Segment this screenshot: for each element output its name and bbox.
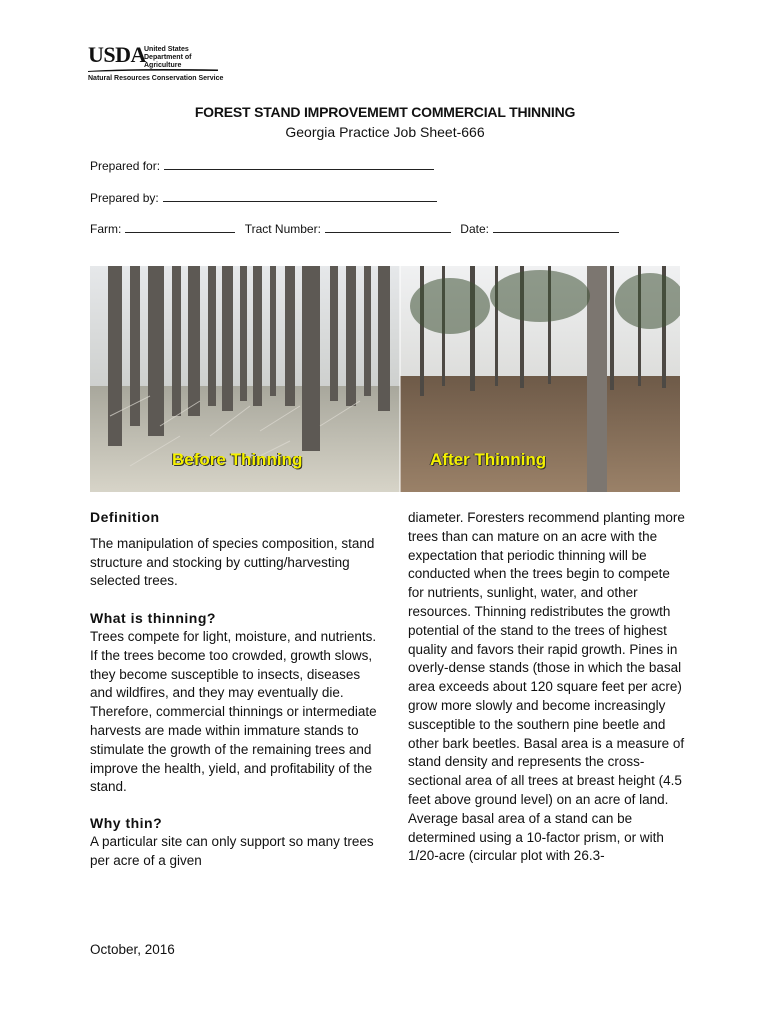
why-thin-text: A particular site can only support so many trees per acre of a given: [90, 833, 374, 868]
prepared-for-line[interactable]: [164, 157, 434, 170]
nrcs-service-name: Natural Resources Conservation Service: [88, 75, 224, 82]
date-label: Date:: [460, 222, 489, 236]
before-thinning-caption: Before Thinning: [172, 450, 303, 469]
prepared-by-field[interactable]: [90, 189, 437, 205]
usda-agency-name: United States Department of Agriculture: [144, 46, 192, 69]
prepared-by-label: Prepared by:: [90, 191, 159, 205]
usda-swoosh-icon: [88, 68, 218, 72]
prepared-for-field[interactable]: [90, 157, 434, 173]
right-column-text: diameter. Foresters recommend planting more trees than can mature on an acre with the expectation that periodic thinning will be conducted when the trees begin to compete for nutrients, sunlight, water, and other resources. Thinning redistributes the growth potential of the stand to the trees of highest quality and favors their rapid growth. Pines in overly-dense stands (those in which the basal area exceeds about 120 square feet per acre) grow more slowly and become increasingly susceptible to the southern pine beetle and other bark beetles. Basal area is a measure of stand density and represents the cross-sectional area of all trees at breast height (4.5 feet above ground level) on an acre of land. Average basal area of a stand can be determined using a 10-factor prism, or with 1/20-acre (circular plot with 26.3-: [408, 510, 685, 864]
usda-nrcs-logo: [88, 42, 224, 86]
document-title: FOREST STAND IMPROVEMEMT COMMERCIAL THINNING: [194, 104, 576, 120]
farm-label: Farm:: [90, 222, 122, 236]
definition-text: The manipulation of species composition, stand structure and stocking by cutting/harvesting selected trees.: [90, 535, 375, 589]
what-is-thinning-heading: What is thinning?: [90, 610, 216, 627]
prepared-by-line[interactable]: [163, 189, 437, 202]
what-is-thinning-text: Trees compete for light, moisture, and nutrients. If the trees become too crowded, growth slows, they become susceptible to insects, diseases and wildfires, and they may eventually die. Therefore, commercial thinnings or intermediate harvests are made within immature stands to stimulate the growth of the remaining trees and improve the health, yield, and profitability of the stand.: [90, 628, 377, 795]
after-thinning-caption: After Thinning: [430, 450, 547, 469]
definition-heading: Definition: [90, 509, 160, 525]
document-subtitle: Georgia Practice Job Sheet-666: [285, 124, 485, 140]
footer-date: October, 2016: [90, 942, 175, 957]
tract-number-line[interactable]: [325, 220, 451, 233]
farm-line[interactable]: [125, 220, 235, 233]
left-column: [90, 508, 380, 871]
farm-tract-date-row: [90, 220, 619, 236]
date-line[interactable]: [493, 220, 619, 233]
right-column: [408, 509, 688, 866]
tract-number-label: Tract Number:: [244, 222, 321, 236]
usda-logo-text: USDA: [88, 42, 146, 67]
why-thin-heading: Why thin?: [90, 815, 163, 832]
prepared-for-label: Prepared for:: [90, 159, 161, 173]
